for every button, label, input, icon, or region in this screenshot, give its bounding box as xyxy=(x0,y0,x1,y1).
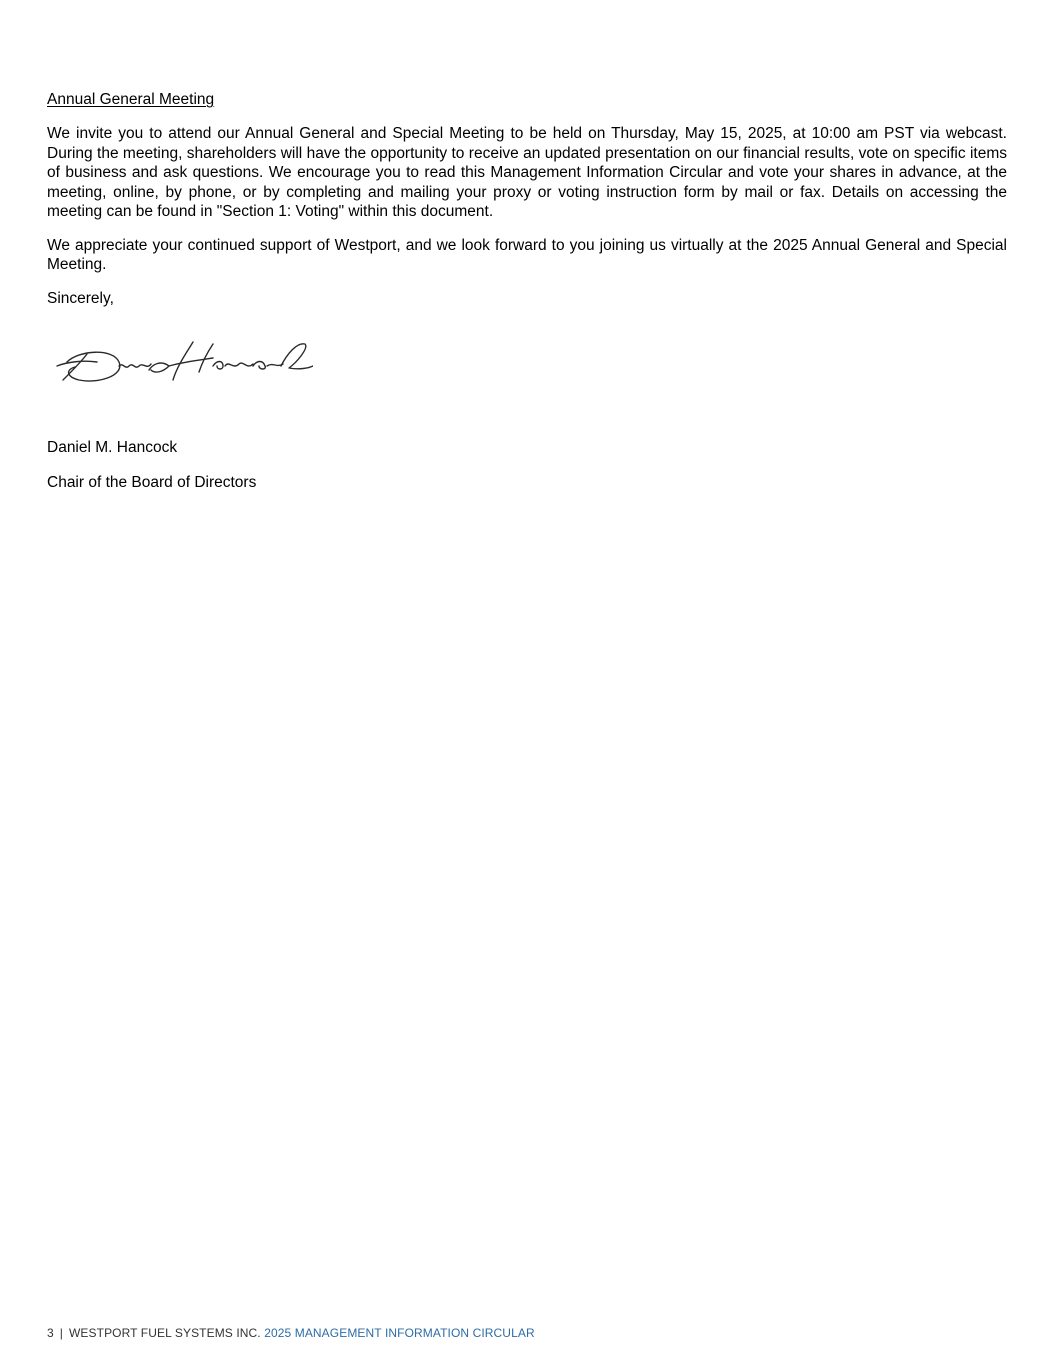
footer-company: WESTPORT FUEL SYSTEMS INC. xyxy=(69,1326,261,1340)
paragraph-meeting-invitation: We invite you to attend our Annual General and Special Meeting to be held on Thursday, May 15, 2025, at 10:00 am PST via webcast. During the meeting, shareholders will have the opportunity to receive an updated presentation on our financial results, vote on specific items of business and ask questions. We encourage you to read this Management Information Circular and vote your shares in advance, at the meeting, online, by phone, or by completing and mailing your proxy or voting instruction form by mail or fax. Details on accessing the meeting can be found in "Section 1: Voting" within this document. xyxy=(47,125,1007,220)
signer-title: Chair of the Board of Directors xyxy=(47,474,257,491)
signature-image xyxy=(53,336,313,396)
section-heading: Annual General Meeting xyxy=(47,91,215,108)
closing-salutation: Sincerely, xyxy=(47,289,114,307)
paragraph-appreciation: We appreciate your continued support of Westport, and we look forward to you joining us virtually at the 2025 Annual General and Special Meeting. xyxy=(47,236,1007,273)
footer-separator: | xyxy=(59,1326,63,1340)
signer-name: Daniel M. Hancock xyxy=(47,439,178,456)
footer-document-title: 2025 MANAGEMENT INFORMATION CIRCULAR xyxy=(264,1326,535,1340)
letter-body xyxy=(47,90,1007,493)
page-number: 3 xyxy=(47,1326,54,1340)
page-footer xyxy=(47,1326,535,1340)
